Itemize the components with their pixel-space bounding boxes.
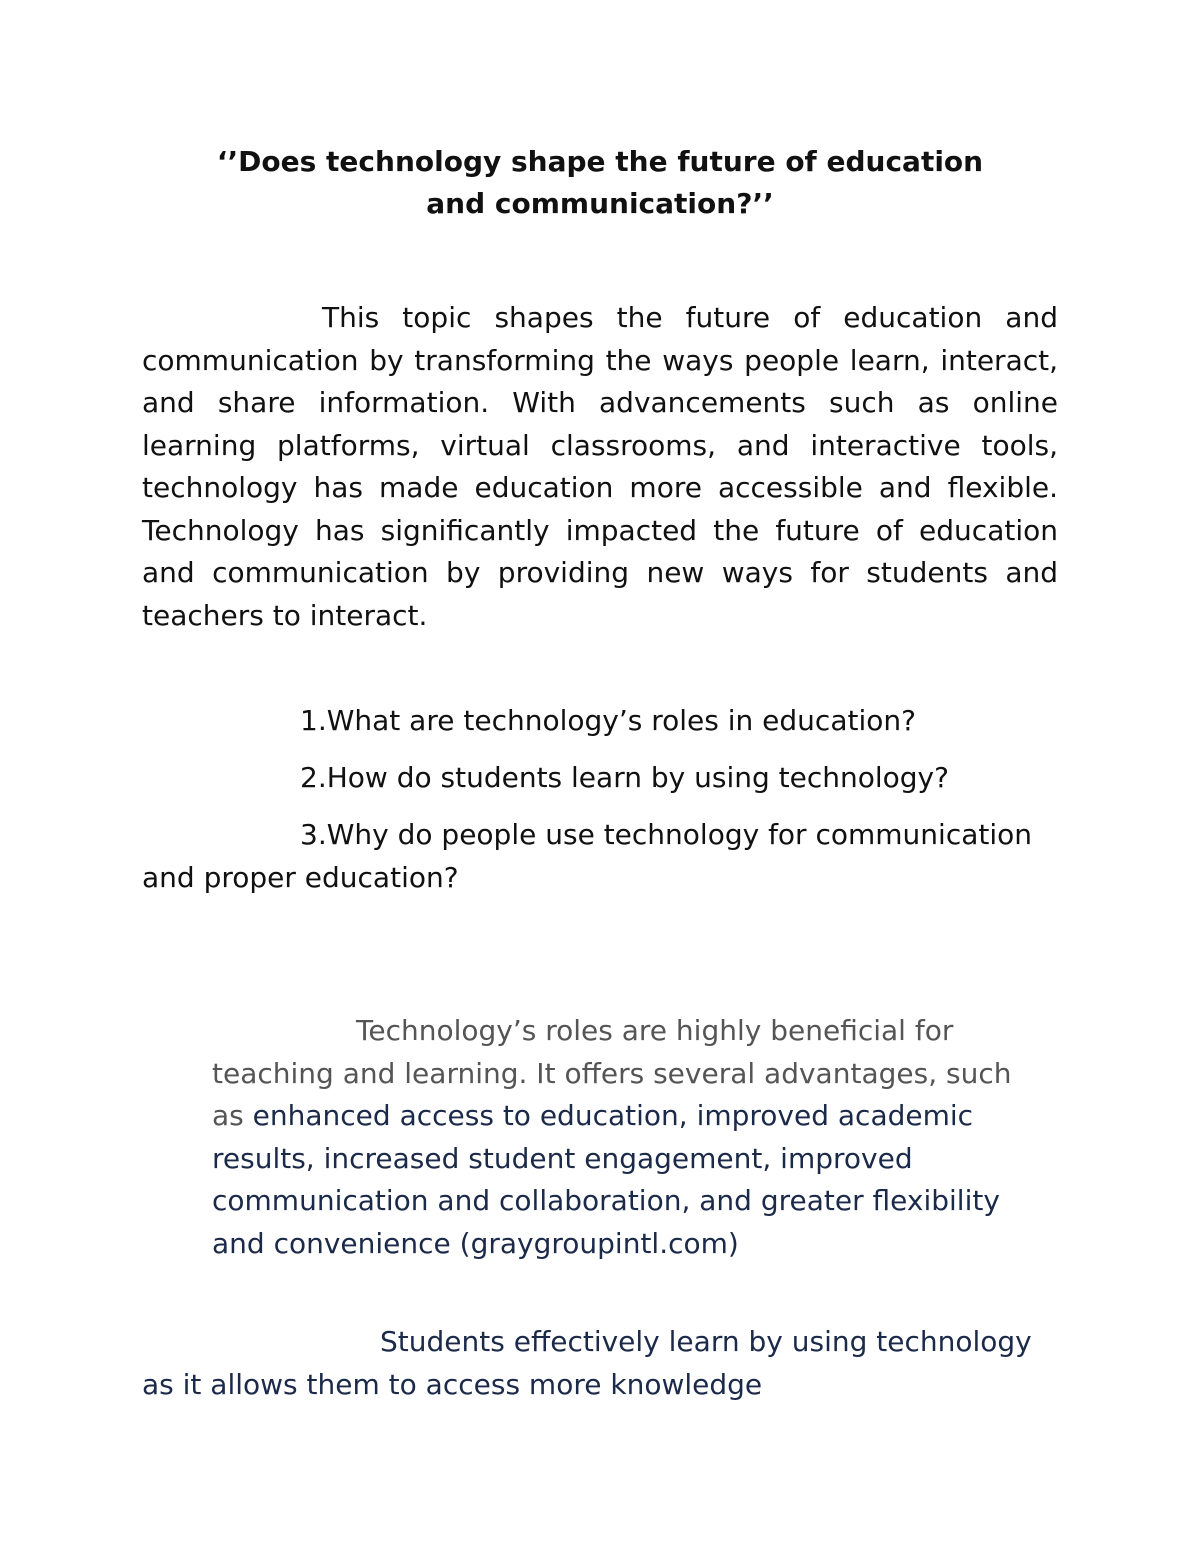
intro-paragraph: This topic shapes the future of education and communication by transforming the ways people learn, interact, and share information. With advancements such as online learning platforms, virtual classrooms, and interactive tools, technology has made education more accessible and flexible. Technology has significantly impacted the future of education and communication by providing new ways for students and teachers to interact. — [142, 301, 1058, 632]
answer-1-intro-text: Technology’s roles are highly beneficial for teaching and learning. It offers several advantages, such as — [212, 1014, 1012, 1132]
answer-1-detail-text: enhanced access to education, improved academic results, increased student engagement, improved communication and collaboration, and greater flexibility and convenience (graygroupintl.com) — [212, 1099, 1000, 1260]
question-1: 1.What are technology’s roles in education? — [300, 704, 916, 737]
question-3: 3.Why do people use technology for communication and proper education? — [142, 818, 1033, 894]
question-2: 2.How do students learn by using technology? — [300, 761, 949, 794]
title-line-1: ‘’Does technology shape the future of education — [216, 145, 984, 178]
document-title — [142, 141, 1058, 225]
title-line-2: and communication?’’ — [426, 187, 774, 220]
answer-paragraph-1 — [212, 1010, 1042, 1265]
answer-paragraph-2: Students effectively learn by using technology as it allows them to access more knowledge — [142, 1325, 1032, 1401]
